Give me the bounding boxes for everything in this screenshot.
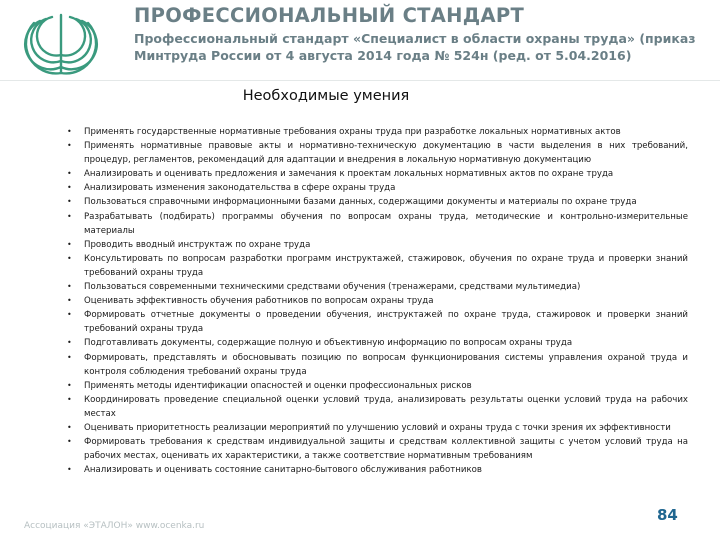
list-item: • Консультировать по вопросам разработки программ инструктажей, стажировок, обучения по охране труда и проверки знаний требований охраны труда — [74, 252, 688, 280]
header-title: ПРОФЕССИОНАЛЬНЫЙ СТАНДАРТ — [134, 4, 525, 27]
footer-association: Ассоциация «ЭТАЛОН» www.ocenka.ru — [24, 521, 205, 531]
list-item: • Применять государственные нормативные требования охраны труда при разработке локальных нормативных актов — [74, 125, 688, 139]
page-number: 84 — [657, 506, 678, 524]
list-item: • Анализировать и оценивать предложения и замечания к проектам локальных нормативных актов по охране труда — [74, 167, 688, 181]
list-item: • Подготавливать документы, содержащие полную и объективную информацию по вопросам охраны труда — [74, 336, 688, 350]
list-item: • Разрабатывать (подбирать) программы обучения по вопросам охраны труда, методические и контрольно-измерительные материалы — [74, 210, 688, 238]
list-item: • Формировать требования к средствам индивидуальной защиты и средствам коллективной защиты с учетом условий труда на рабочих местах, оценивать их характеристики, а также соответствие нормативным требованиям — [74, 435, 688, 463]
standard-logo-icon — [22, 7, 100, 77]
list-item: • Анализировать изменения законодательства в сфере охраны труда — [74, 181, 688, 195]
list-item: • Координировать проведение специальной оценки условий труда, анализировать результаты оценки условий труда на рабочих местах — [74, 393, 688, 421]
list-item: • Анализировать и оценивать состояние санитарно-бытового обслуживания работников — [74, 463, 688, 477]
list-item: • Пользоваться справочными информационными базами данных, содержащими документы и материалы по охране труда — [74, 195, 688, 209]
list-item: • Применять нормативные правовые акты и нормативно-техническую документацию в части выделения в них требований, процедур, регламентов, рекомендаций для адаптации и внедрения в локальную нормативную документацию — [74, 139, 688, 167]
slide-header — [0, 0, 720, 82]
list-item: • Проводить вводный инструктаж по охране труда — [74, 238, 688, 252]
header-divider — [0, 80, 720, 81]
skills-list — [74, 125, 688, 477]
list-item: • Оценивать эффективность обучения работников по вопросам охраны труда — [74, 294, 688, 308]
list-item: • Формировать отчетные документы о проведении обучения, инструктажей по охране труда, стажировок и проверки знаний требований охраны труда — [74, 308, 688, 336]
list-item: • Пользоваться современными техническими средствами обучения (тренажерами, средствами мультимедиа) — [74, 280, 688, 294]
section-title: Необходимые умения — [242, 88, 410, 104]
list-item: • Оценивать приоритетность реализации мероприятий по улучшению условий и охраны труда с точки зрения их эффективности — [74, 421, 688, 435]
list-item: • Формировать, представлять и обосновывать позицию по вопросам функционирования системы управления охраной труда и контроля соблюдения требований охраны труда — [74, 351, 688, 379]
list-item: • Применять методы идентификации опасностей и оценки профессиональных рисков — [74, 379, 688, 393]
header-subtitle: Профессиональный стандарт «Специалист в области охраны труда» (приказ Минтруда России от 4 августа 2014 года № 524н (ред. от 5.04.2016) — [134, 31, 696, 63]
